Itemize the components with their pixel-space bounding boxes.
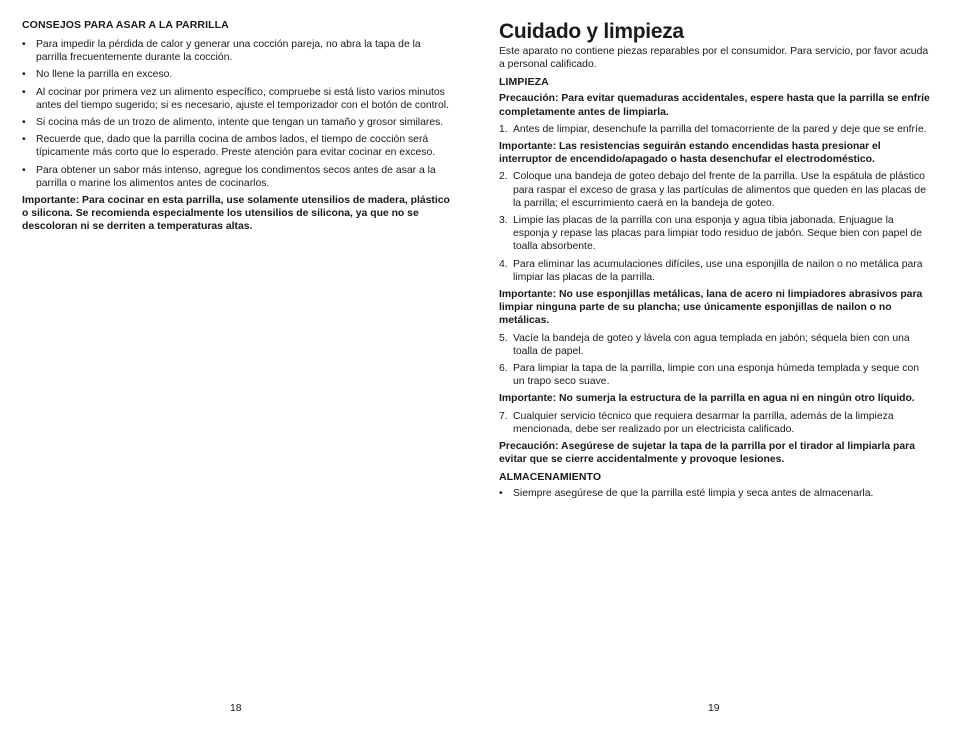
step-number: 7. (499, 410, 508, 422)
page-title: Cuidado y limpieza (499, 20, 684, 43)
bullet-marker: • (22, 134, 26, 146)
intro-text: Este aparato no contiene piezas reparables por el consumidor. Para servicio, por favor acuda a personal calificado. (499, 46, 929, 71)
important-note-abrasives: Importante: No use esponjillas metálicas, lana de acero ni limpiadores abrasivos para limpiar ninguna parte de su plancha; use únicamente esponjillas de nailon o no metálicas. (499, 289, 923, 327)
grilling-tips-list (22, 38, 450, 190)
caution-note-lid: Precaución: Asegúrese de sujetar la tapa de la parrilla por el tirador al limpiarla para evitar que se cierre accidentalmente y provoque lesiones. (499, 441, 915, 466)
left-page (22, 0, 450, 238)
storage-list (499, 487, 931, 500)
cleaning-steps-7 (499, 410, 931, 436)
list-item: 3. Limpie las placas de la parrilla con una esponja y agua tibia jabonada. Enjuague la esponja y repase las placas para limpiar todo residuo de jabón. Seque bien con papel de toalla absorbente. (499, 215, 922, 253)
section-heading-cleaning: LIMPIEZA (499, 76, 549, 89)
section-heading-storage: ALMACENAMIENTO (499, 471, 602, 484)
important-note-immersion: Importante: No sumerja la estructura de la parrilla en agua ni en ningún otro líquido. (499, 393, 915, 405)
list-item: 4. Para eliminar las acumulaciones difíciles, use una esponjilla de nailon o no metálica para limpiar las placas de la parrilla. (499, 258, 923, 283)
bullet-marker: • (22, 39, 26, 50)
step-number: 6. (499, 363, 508, 375)
list-item: • Siempre asegúrese de que la parrilla esté limpia y seca antes de almacenarla. (499, 488, 874, 500)
list-item: • Para impedir la pérdida de calor y generar una cocción pareja, no abra la tapa de la parrilla frecuentemente durante la cocción. (22, 39, 421, 64)
step-number: 1. (499, 123, 508, 135)
step-number: 5. (499, 332, 508, 344)
list-item: 2. Coloque una bandeja de goteo debajo del frente de la parrilla. Use la espátula de plástico para raspar el exceso de grasa y las partículas de alimentos que queden en las placas de la parrilla; el escurrimiento caerá en la bandeja de goteo. (499, 171, 926, 209)
right-page (499, 0, 931, 505)
list-item: • Al cocinar por primera vez un alimento específico, compruebe si está listo varios minutos antes del tiempo sugerido; si es necesario, ajuste el temporizador con el botón de control. (22, 86, 449, 111)
step-number: 4. (499, 258, 508, 270)
list-item: • Si cocina más de un trozo de alimento, intente que tengan un tamaño y grosor similares. (22, 117, 444, 129)
cleaning-steps-5-6 (499, 332, 931, 389)
page-number-left: 18 (230, 703, 242, 714)
bullet-marker: • (499, 488, 503, 500)
important-note-utensils: Importante: Para cocinar en esta parrilla, use solamente utensilios de madera, plástico o silicona. Se recomienda especialmente los utensilios de silicona, ya que no se descoloran ni se derriten a temperaturas altas. (22, 195, 450, 233)
list-item: 5. Vacíe la bandeja de goteo y lávela con agua templada en jabón; séquela bien con una toalla de papel. (499, 332, 910, 357)
page-number-right: 19 (708, 703, 720, 714)
bullet-marker: • (22, 86, 26, 98)
step-number: 3. (499, 215, 508, 227)
list-item: • Recuerde que, dado que la parrilla cocina de ambos lados, el tiempo de cocción será típicamente más corto que lo esperado. Preste atención para evitar cocinar en exceso. (22, 134, 436, 159)
list-item: 7. Cualquier servicio técnico que requiera desarmar la parrilla, además de la limpieza mencionada, debe ser realizado por un electricista calificado. (499, 410, 894, 435)
cleaning-steps-2-4 (499, 170, 931, 284)
step-number: 2. (499, 171, 508, 183)
bullet-marker: • (22, 69, 26, 81)
bullet-marker: • (22, 164, 26, 176)
important-note-heating-elements: Importante: Las resistencias seguirán estando encendidas hasta presionar el interruptor de encendido/apagado o hasta desenchufar el electrodoméstico. (499, 141, 881, 166)
caution-note-burns: Precaución: Para evitar quemaduras accidentales, espere hasta que la parrilla se enfríe completamente antes de limpiarla. (499, 93, 930, 118)
list-item: 1. Antes de limpiar, desenchufe la parrilla del tomacorriente de la pared y deje que se enfríe. (499, 123, 927, 135)
section-heading-grilling-tips: CONSEJOS PARA ASAR A LA PARRILLA (22, 19, 229, 31)
cleaning-steps-1 (499, 123, 931, 136)
list-item: 6. Para limpiar la tapa de la parrilla, limpie con una esponja húmeda templada y seque con un trapo seco suave. (499, 363, 920, 388)
list-item: • Para obtener un sabor más intenso, agregue los condimentos secos antes de asar a la parrilla o marine los alimentos antes de cocinarlos. (22, 164, 436, 189)
list-item: • No llene la parrilla en exceso. (22, 69, 173, 81)
bullet-marker: • (22, 117, 26, 129)
